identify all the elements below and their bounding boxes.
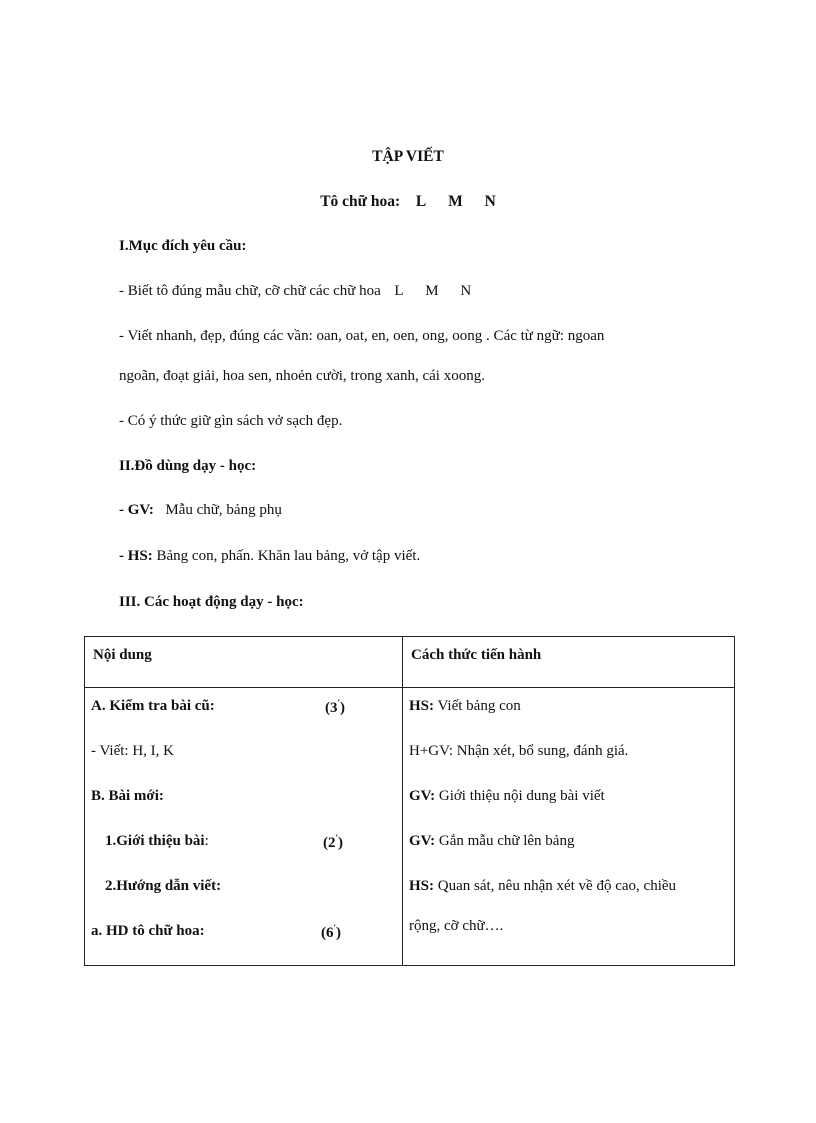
item-letter-l: L — [394, 283, 404, 299]
section1-item-2: - Viết nhanh, đẹp, đúng các vần: oan, oat, en, oen, ong, oong . Các từ ngữ: ngoan — [119, 328, 605, 344]
item-letter-n: N — [460, 283, 472, 299]
page-subtitle — [0, 193, 816, 211]
item-letter-m: M — [425, 283, 439, 299]
section1-heading: I.Mục đích yêu cầu: — [119, 238, 247, 254]
subtitle-prefix: Tô chữ hoa: — [320, 193, 401, 210]
table-row — [85, 688, 735, 966]
activities-table — [84, 636, 735, 966]
table-header-row — [85, 637, 735, 688]
section1-item-2-cont: ngoãn, đoạt giải, hoa sen, nhoẻn cười, trong xanh, cái xoong. — [119, 368, 485, 384]
section-a-title: A. Kiểm tra bài cũ: — [91, 698, 215, 714]
section-a-time: (3') — [325, 698, 346, 716]
section2-heading: II.Đồ dùng dạy - học: — [119, 458, 257, 474]
method-line-5: HS: Quan sát, nêu nhận xét về độ cao, chiều — [409, 878, 677, 894]
section2-hs — [119, 548, 420, 565]
method-line-2: H+GV: Nhận xét, bổ sung, đánh giá. — [409, 743, 629, 759]
section-ba-time: (6') — [321, 923, 342, 941]
method-line-1: HS: Viết bảng con — [409, 698, 521, 714]
table-cell-content — [85, 688, 403, 966]
section-b1-time: (2') — [323, 833, 344, 851]
table-cell-method — [403, 688, 735, 966]
method-line-6: rộng, cỡ chữ…. — [409, 918, 504, 934]
hs-text: Bảng con, phấn. Khăn lau bảng, vở tập viết. — [156, 548, 421, 564]
section1-item-1-text: - Biết tô đúng mẫu chữ, cỡ chữ các chữ hoa — [119, 283, 381, 299]
section2-gv — [119, 502, 282, 519]
section1-item-1 — [119, 283, 471, 300]
page-title: TẬP VIẾT — [372, 148, 444, 165]
gv-text: Mẫu chữ, bảng phụ — [165, 502, 282, 518]
subtitle-letter-n: N — [484, 193, 496, 210]
section-b-title: B. Bài mới: — [91, 788, 164, 804]
section3-heading: III. Các hoạt động dạy - học: — [119, 594, 304, 610]
section-b2-title: 2.Hướng dẫn viết: — [105, 878, 222, 894]
section1-item-3: - Có ý thức giữ gìn sách vở sạch đẹp. — [119, 413, 343, 429]
subtitle-letter-m: M — [448, 193, 463, 210]
method-line-3: GV: Giới thiệu nội dung bài viết — [409, 788, 605, 804]
section-a-item: - Viết: H, I, K — [91, 743, 174, 759]
hs-label: - HS: — [119, 548, 153, 564]
section-ba-title: a. HD tô chữ hoa: — [91, 923, 205, 939]
method-line-4: GV: Gắn mẫu chữ lên bảng — [409, 833, 575, 849]
table-header-content: Nội dung — [85, 637, 403, 688]
subtitle-letter-l: L — [415, 193, 427, 210]
gv-label: - GV: — [119, 502, 154, 518]
section-b1-title: 1.Giới thiệu bài: — [105, 833, 209, 849]
table-header-method: Cách thức tiến hành — [403, 637, 735, 688]
